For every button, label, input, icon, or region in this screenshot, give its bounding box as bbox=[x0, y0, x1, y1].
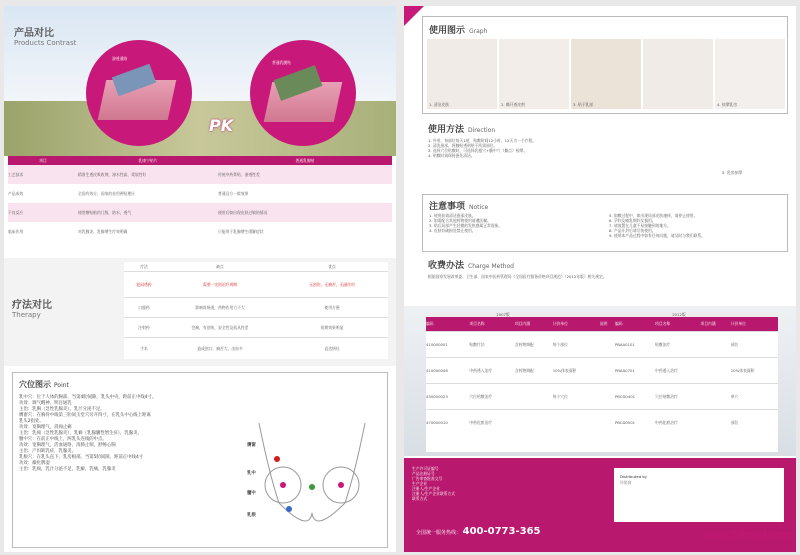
charge-table-wrap bbox=[426, 312, 778, 452]
product-circle-left bbox=[86, 40, 192, 146]
watermark: www.59med.com bbox=[704, 530, 791, 541]
therapy-heading: 疗法对比 Therapy bbox=[12, 300, 52, 319]
point-tanzhong bbox=[309, 484, 315, 490]
footer-band bbox=[404, 458, 796, 552]
point-text: 乳中穴：位于人体的胸部，当第4肋间隙，乳头中央，距前正中线4寸。 功效：调气醒神，明目通乳 主治：乳胸（急性乳腺炎），乳汁分泌不足。 膺窗穴：在胸骨中线第三肋间玉堂穴旁开四寸，在乳头中心线上距离 乳头2指处。 功效：宽胸理气，消痈止痛 主治：乳痈（急性乳腺炎），乳癖（乳腺囊性增生症），乳腺炎。 膻中穴：在前正中线上，两乳头连线的中点。 功效：宽胸理气，活血通络，清肺止喘，舒畅心胸 主治：产妇缺乳症，乳腺炎。 乳根穴：在乳头直下，乳房根部，当第5肋间隙，距前正中线4寸 功效：燥化脾湿 主治：乳痈，乳汁分泌不足，乳癖，乳痛，乳腺炎 bbox=[19, 395, 157, 472]
therapy-row: 泥闷透药 需要一定的治疗周期 无创伤，无痛苦，无副作用 bbox=[124, 271, 388, 297]
product-circle-right bbox=[250, 40, 356, 146]
heading-en: Products Contrast bbox=[14, 39, 77, 47]
charge-year-headers bbox=[426, 312, 778, 317]
year-2007: 2007版 bbox=[426, 312, 580, 317]
point-rugen-right bbox=[338, 482, 344, 488]
therapy-table: 疗法 缺点 优点 泥闷透药 需要一定的治疗周期 无创伤，无痛苦，无副作用 口服药 影响胃肠道，药物作用力不大 使用方便 注射药 会痛，有创伤，安全性及依从性差 短期效果明显 手术 造成创口，痛苦大，出血多 直达病灶 bbox=[124, 262, 388, 359]
usage-graph-section bbox=[422, 16, 788, 114]
step-image: 1. 清洁皮肤 bbox=[427, 39, 497, 109]
direction-section bbox=[422, 118, 788, 188]
direction-heading: 使用方法 Direction bbox=[428, 125, 496, 135]
products-contrast-heading bbox=[14, 24, 76, 47]
left-page bbox=[4, 6, 396, 552]
charge-table: 编码 项目名称 项目内涵 计价单位 说明 编码 项目名称 项目内涵 计价单位 410000001 贴敷疗法 含药物调配 每个部位 PBAA0101 贴敷治疗 部位 410000008 中药透入治疗 含药物调配 10%体表面积 PBAA0701 中药透入治疗 10%体表面积 430000023 穴位贴敷治疗 每个穴位 PBCD0401 穴位贴敷治疗 单穴 470000010 中药化瘀治疗 PBCD0501 中药化瘀治疗 部位 bbox=[426, 317, 778, 435]
step-image bbox=[643, 39, 713, 109]
table-row: 不良反应 使用敷贴粘约几级，防水，透气 使用后如出现皮肤过敏的情况 bbox=[8, 203, 392, 222]
table-header-item: 项目 bbox=[39, 158, 47, 163]
label-rugen: 乳根 bbox=[247, 513, 256, 518]
step-image: 3. 贴于乳部 bbox=[571, 39, 641, 109]
therapy-row: 口服药 影响胃肠道，药物作用力不大 使用方便 bbox=[124, 297, 388, 317]
notice-heading: 注意事项 Notice bbox=[429, 202, 489, 212]
table-header-normal: 普通乳腺贴 bbox=[295, 158, 315, 163]
notice-text-left: 1. 使用前请清洁患部皮肤。 2. 如需配合其他药物使用请遵医嘱。 3. 贴后局部产生轻微的发热感属正常现象。 4. 皮肤有破损处禁止使用。 bbox=[429, 213, 503, 233]
footer-info: 生产许可证编号 产品注册证号 广告审查批准文号 生产企业 注册人/生产企业 注册人/生产企业联系方式 联系方式 bbox=[412, 466, 456, 501]
distributor-box: Distributed by 经销商 bbox=[614, 468, 784, 522]
circle-label-right: 普通乳膜贴 bbox=[272, 60, 291, 65]
point-section bbox=[12, 372, 388, 548]
comparison-table bbox=[8, 156, 392, 241]
step-images bbox=[427, 39, 785, 109]
label-ruzhong: 乳中 bbox=[247, 471, 256, 476]
notice-section bbox=[422, 194, 788, 252]
therapy-row: 注射药 会痛，有创伤，安全性及依从性差 短期效果明显 bbox=[124, 317, 388, 337]
charge-heading: 收费办法 Charge Method bbox=[428, 261, 514, 271]
graph-heading: 使用图示 Graph bbox=[429, 26, 488, 36]
label-tanzhong: 膻中 bbox=[247, 491, 256, 496]
notice-text-right: 5. 如敷过程中，如出现局部皮肤瘙痒，请停止使用。 6. 孕妇及哺乳期妇女慎用。 7. 请放置在儿童不易接触到的地方。 8. 产品开封后请尽快使用。 9. 使用本产品过程中如有任何问题，请及时与我们联系。 bbox=[609, 213, 705, 238]
direction-caption: 5. 乳房按摩 bbox=[722, 170, 743, 175]
charge-row: 430000023 穴位贴敷治疗 每个穴位 PBCD0401 穴位贴敷治疗 单穴 bbox=[426, 383, 778, 409]
direction-text: 1. 外用，每部位每天1贴，贴敷时间12小时，12天为一个疗程。 2. 清洗患部，将腺贴透明贴于所需部位。 3. 选择穴位贴敷时，可选择乳根穴+膻中穴（撕点）按摩。 4. 贴敷时请保持患处清洁。 bbox=[428, 138, 537, 158]
table-row: 工艺技术 精准生透皮吸收剂，渗水性高，柔软性好 传统中药膏贴，渗透性差 bbox=[8, 165, 392, 184]
label-yingchuang: 膺窗 bbox=[247, 443, 256, 448]
corner-decoration bbox=[404, 6, 424, 26]
hotline: 全国统一服务热线： 400-0773-365 bbox=[416, 526, 541, 537]
charge-row: 410000008 中药透入治疗 含药物调配 10%体表面积 PBAA0701 中药透入治疗 10%体表面积 bbox=[426, 357, 778, 383]
step-image: 2. 撕开透皮剂 bbox=[499, 39, 569, 109]
point-heading: 穴位图示 Point bbox=[19, 380, 69, 389]
charge-row: 470000010 中药化瘀治疗 PBCD0501 中药化瘀治疗 部位 bbox=[426, 409, 778, 435]
pk-label: PK bbox=[209, 116, 234, 135]
step-image: 4. 按摩乳房 bbox=[715, 39, 785, 109]
charge-text: 根据国家发展改革委、卫生部、国家中医药管理局《全国医疗服务价格项目规范》（2012年版）相关规定。 bbox=[428, 274, 607, 279]
circle-label-left: 渗透通路 bbox=[112, 56, 128, 61]
year-2012: 2012版 bbox=[580, 312, 778, 317]
acupoint-chest-diagram bbox=[239, 413, 385, 543]
point-yingchuang bbox=[274, 456, 280, 462]
therapy-row: 手术 造成创口，痛苦大，出血多 直达病灶 bbox=[124, 337, 388, 359]
charge-row: 410000001 贴敷疗法 含药物调配 每个部位 PBAA0101 贴敷治疗 部位 bbox=[426, 331, 778, 357]
point-rugen-left bbox=[280, 482, 286, 488]
table-header-product: 乳康宁贴片 bbox=[138, 158, 158, 163]
table-row: 临床作用 对乳腺炎、乳腺增生疗效明确 只能用于乳腺增生缓解症状 bbox=[8, 229, 264, 234]
right-page bbox=[404, 6, 796, 552]
table-row: 产品成效 全国有效方，国家的首用两贴理应 普通汉方一般效果 bbox=[8, 191, 249, 196]
point-rugen-lower bbox=[286, 506, 292, 512]
heading-cn: 产品对比 bbox=[14, 28, 54, 39]
